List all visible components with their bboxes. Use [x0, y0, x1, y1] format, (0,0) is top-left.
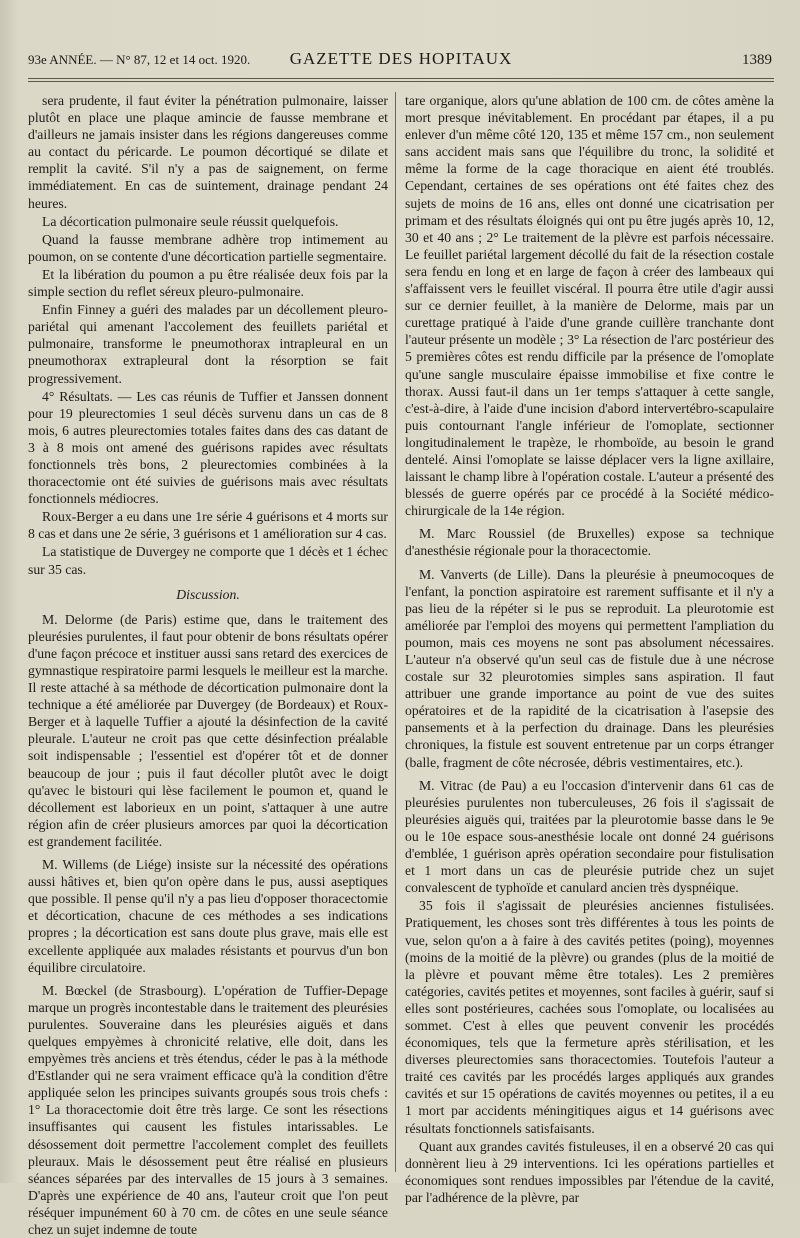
left-column — [28, 92, 395, 1237]
paragraph: tare organique, alors qu'une ablation de 100 cm. de côtes amène la mort presque inévitablement. En procédant par étapes, il a pu enlever d'un même côté 120, 135 et même 157 cm., non seulement sans accident mais sans que l'équilibre du tronc, la solidité et même la forme de la cage thoracique en aient été troublés. Cependant, certaines de ses opérations ont été faites chez des sujets de moins de 16 ans, elles ont donné une cicatrisation per primam et des résultats éloignés qui ont pu être jugés après 10, 12, 30 et 40 ans ; 2° Le traitement de la plèvre est parfois nécessaire. Le feuillet pariétal largement décollé du fait de la résection costale sera fendu en long et en large de façon à créer des lambeaux qui s'affaissent vers le feuillet viscéral. Il pourra être utile d'agir aussi sur ce dernier feuillet, à la manière de Delorme, mais par un curettage pratiqué à l'aide d'une grande cuillère tranchante dont l'auteur présente un modèle ; 3° La résection de l'arc postérieur des 5 premières côtes est rendu difficile par la présence de l'omoplate qu'une sangle musculaire épaisse immobilise et fixe contre le thorax. Aussi faut-il dans un 1er temps s'attaquer à cette sangle, c'est-à-dire, à l'aide d'une incision d'abord intervertébro-scapulaire puis contournant l'angle inférieur de l'omoplate, sectionner longitudinalement le trapèze, le rhomboïde, au besoin le grand dentelé. Ainsi l'omoplate se laisse déplacer vers la ligne axillaire, laissant le champ libre à l'opération costale. L'auteur a présenté des blessés de guerre opérés par ce procédé à la Société médico-chirurgicale de la 14e région. — [405, 93, 774, 519]
paragraph: Roux-Berger a eu dans une 1re série 4 guérisons et 4 morts sur 8 cas et dans une 2e série, 3 guérisons et 1 amélioration sur 4 cas. — [28, 509, 388, 542]
paragraph: sera prudente, il faut éviter la pénétration pulmonaire, laisser plutôt en place une plaque amincie de fausse membrane et d'ailleurs ne jamais insister dans les régions dangereuses comme au contact du péricarde. Le poumon décortiqué se dilate et remplit la cavité. S'il n'y a pas de saignement, on ferme immédiatement. En cas de suintement, drainage pendant 24 heures. — [28, 93, 388, 211]
right-column — [395, 92, 774, 1205]
paragraph: 4° Résultats. — Les cas réunis de Tuffier et Janssen donnent pour 19 pleurectomies 1 seul décès survenu dans un cas de 8 mois, 6 autres pleurectomies totales faites dans des cas datant de 3 à 8 mois ont amené des guérisons rapides avec résultats fonctionnels très bons, 2 pleurectomies combinées à la thoracectomie ont été suivies de guérisons mais avec résultats fonctionnels médiocres. — [28, 388, 388, 507]
paragraph: Quand la fausse membrane adhère trop intimement au poumon, on se contente d'une décortication partielle segmentaire. — [28, 231, 388, 264]
paragraph: M. Vitrac (de Pau) a eu l'occasion d'intervenir dans 61 cas de pleurésies purulentes non tuberculeuses, 26 fois il s'agissait de pleurésies aiguës qui, traitées par la pleurotomie basse dans le 9e ou le 10e espace sous-anesthésie locale ont donné 24 guérisons d'emblée, 1 guérison après opération secondaire pour fistulisation et 1 mort dans un cas de pleurésie putride chez un sujet convalescent de typhoïde et canulard ancien très dyspnéique. — [405, 777, 774, 896]
section-heading: Discussion. — [176, 586, 240, 602]
paragraph: M. Vanverts (de Lille). Dans la pleurésie à pneumocoques de l'enfant, la ponction aspiratoire est rarement suffisante et il n'y a pas lieu de la répéter si le pus se reproduit. La pleurotomie est améliorée par l'emploi des moyens qui permettent l'ampliation du poumon, mais ces moyens ne sont pas absolument nécessaires. L'auteur n'a observé qu'un seul cas de fistule due à une nécrose costale sur 32 pleurotomies simples sans aspiration. Il faut attribuer une grande importance au point de vue des suites opératoires et de la rapidité de la cicatrisation à l'asepsie des pansements et à la perfection du drainage. Dans les pleurésies chroniques, la fistule est souvent entretenue par un corps étranger (balle, fragment de côte nécrosée, débris vestimentaires, etc.). — [405, 566, 774, 770]
header-rule — [28, 78, 774, 82]
paragraph: La statistique de Duvergey ne comporte que 1 décès et 1 échec sur 35 cas. — [28, 544, 388, 577]
text-columns — [28, 92, 774, 1237]
issue-info: 93e ANNÉE. — N° 87, 12 et 14 oct. 1920. — [28, 52, 251, 67]
paragraph: M. Delorme (de Paris) estime que, dans le traitement des pleurésies purulentes, il faut pour obtenir de bons résultats opérer d'une façon précoce et instituer aussi sans retard des exercices de gymnastique respiratoire parmi lesquels le meilleur est la marche. Il reste attaché à sa méthode de décortication pulmonaire dont la technique a été améliorée par Duvergey (de Bordeaux) et Roux-Berger et à laquelle Tuffier a ajouté la désinfection de la cavité pleurale. L'auteur ne croit pas que cette désinfection préalable soit indispensable ; l'essentiel est d'opérer tôt et de donner beaucoup de jour ; puis il faut décoller plutôt avec le doigt qu'avec le bistouri qui lèse facilement le poumon et, quand le décollement est laborieux en un point, s'attaquer à une autre région afin de créer plusieurs amorces par quoi la décortication est grandement facilitée. — [28, 611, 388, 849]
page-header — [28, 46, 774, 74]
paragraph: La décortication pulmonaire seule réussit quelquefois. — [42, 213, 339, 229]
paragraph: M. Bœckel (de Strasbourg). L'opération de Tuffier-Depage marque un progrès incontestable dans le traitement des pleurésies purulentes. Souveraine dans les pleurésies aiguës et dans quelques empyèmes à chronicité relative, elle doit, dans les empyèmes très anciens et très étendus, céder le pas à la méthode d'Estlander qui ne sera vraiment efficace qu'à la condition d'être appliquée selon les principes suivants groupés sous trois chefs : 1° La thoracectomie doit être très large. Ce sont les résections insuffisantes qui causent les fistules intarissables. Le désossement doit permettre l'accolement complet des feuillets pleuraux. Mais le désossement peut être réalisé en plusieurs séances séparées par des intervalles de 15 jours à 3 semaines. D'après une expérience de 40 ans, l'auteur croit que l'on peut réséquer impunément 60 à 70 cm. de côtes en une seule séance chez un sujet indemne de toute — [28, 982, 388, 1237]
paragraph: M. Marc Roussiel (de Bruxelles) expose sa technique d'anesthésie régionale pour la thoracectomie. — [405, 526, 774, 559]
paragraph: Et la libération du poumon a pu être réalisée deux fois par la simple section du reflet séreux pleuro-pulmonaire. — [28, 266, 388, 300]
publication-title: GAZETTE DES HOPITAUX — [289, 49, 513, 68]
page-number: 1389 — [742, 52, 772, 68]
paragraph: 35 fois il s'agissait de pleurésies anciennes fistulisées. Pratiquement, les choses sont très différentes à tous les points de vue, selon qu'on a à faire à des cavités petites (poing), moyennes (moins de la moitié de la plèvre) ou grandes (plus de la moitié de la plèvre et pouvant même être totales). Les 2 premières catégories, cavités petites et moyennes, sont faciles à guérir, sauf si elles sont postérieures, cachées sous l'omoplate, ou localisées au sommet. C'est à elles que peuvent convenir les procédés économiques, tels que la fermeture après stérilisation, et les diverses pleurectomies sans thoracectomies. Toutefois l'auteur a traité ces cavités par les procédés larges appliqués aux grandes cavités et sur 15 opérations de cavités moyennes ou petites, il a eu 1 mort par accidents méningitiques aigus et 14 guérisons avec résultats fonctionnels satisfaisants. — [405, 898, 774, 1136]
paragraph: Quant aux grandes cavités fistuleuses, il en a observé 20 cas qui donnèrent lieu à 29 interventions. Ici les opérations partielles et économiques sont rendues impossibles par l'étendue de la cavité, par l'adhérence de la plèvre, par — [405, 1138, 774, 1205]
paragraph: Enfin Finney a guéri des malades par un décollement pleuro-pariétal qui amenant l'accolement des feuillets pariétal et pulmonaire, transforme le pneumothorax intrapleural en un pneumothorax extrapleural dont la résorption se fait progressivement. — [28, 302, 388, 386]
paragraph: M. Willems (de Liége) insiste sur la nécessité des opérations aussi hâtives et, bien qu'on opère dans le pus, aussi aseptiques que possible. Il pense qu'il n'y a pas lieu d'opposer thoracectomie et décortication, chacune de ces méthodes a ses indications propres ; la décortication est sans doute plus grave, mais elle est excellente appliquée aux malades résistants et pourvus d'un bon équilibre circulatoire. — [28, 857, 388, 975]
